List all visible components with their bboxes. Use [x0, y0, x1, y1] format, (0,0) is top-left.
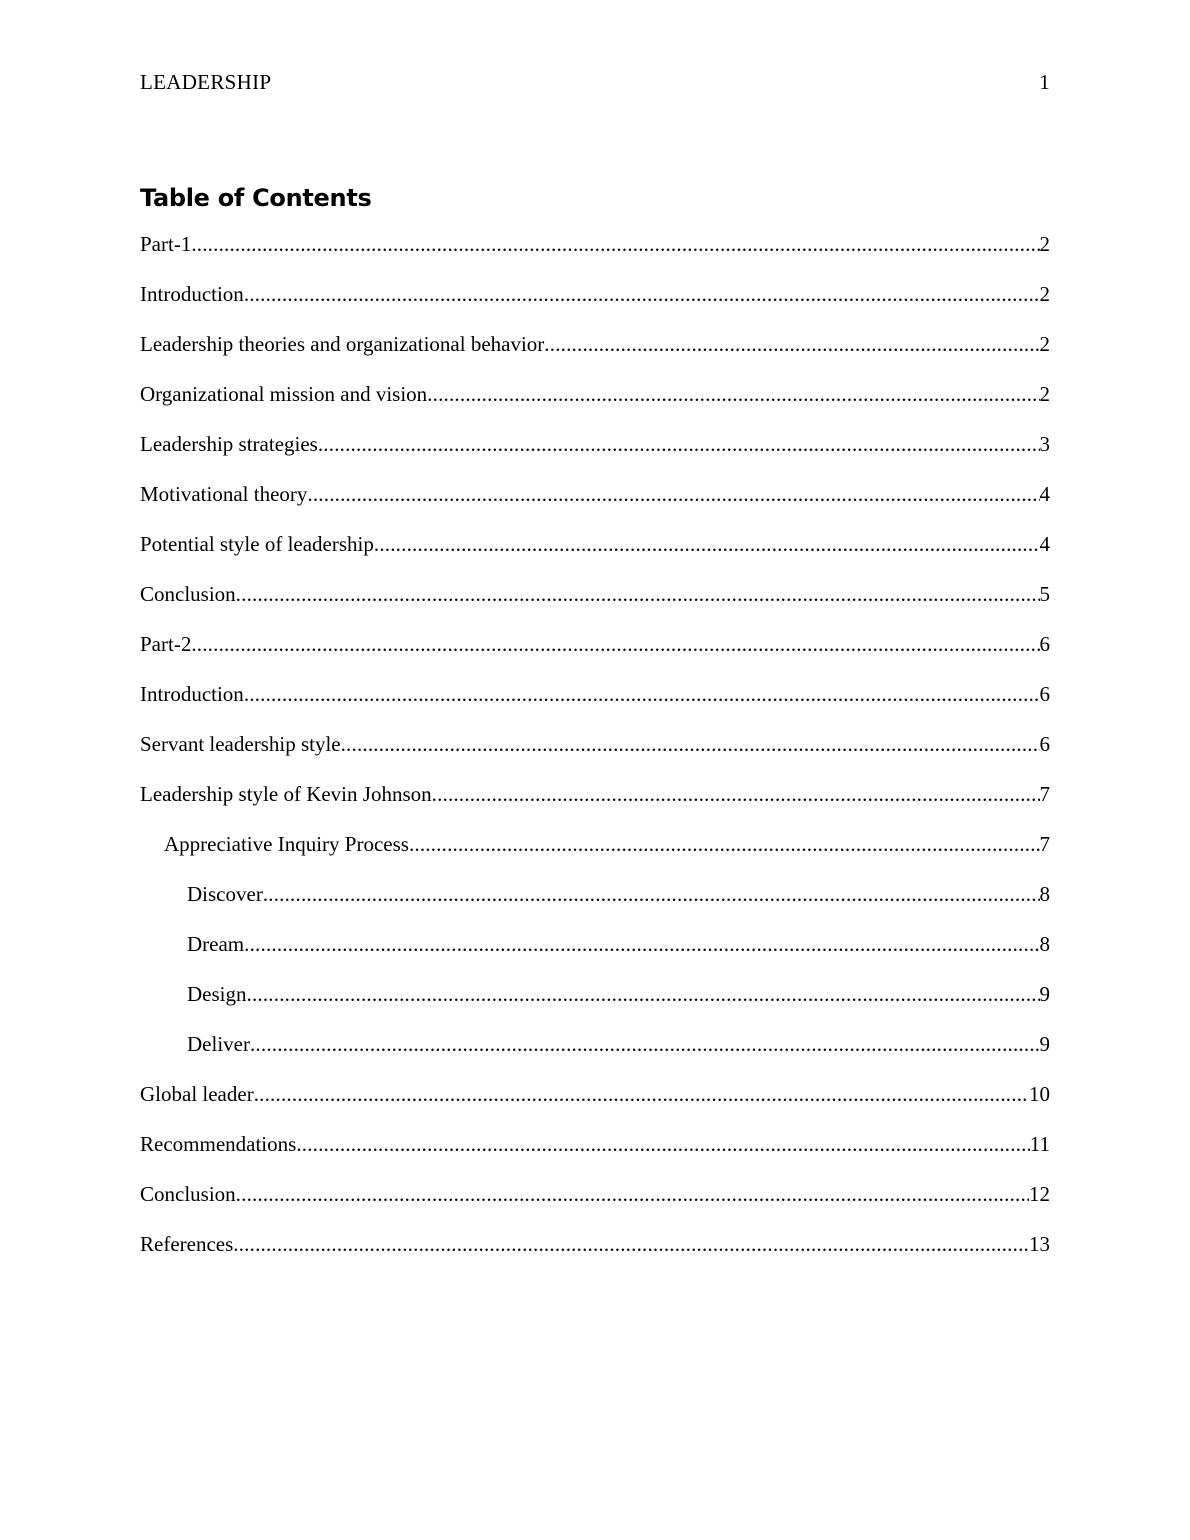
- toc-entry-label[interactable]: Design: [187, 982, 247, 1006]
- toc-dot-leader: [191, 632, 1039, 657]
- toc-entry-label[interactable]: Recommendations: [140, 1132, 297, 1156]
- toc-entry-label[interactable]: Appreciative Inquiry Process: [164, 832, 409, 856]
- toc-title: Table of Contents: [140, 184, 372, 212]
- running-title: LEADERSHIP: [140, 70, 272, 94]
- toc-entry-label[interactable]: Discover: [187, 882, 263, 906]
- toc-entry-label[interactable]: Introduction: [140, 682, 244, 706]
- toc-entry-page-number[interactable]: 7: [1039, 832, 1050, 856]
- toc-entry-page-number[interactable]: 12: [1029, 1182, 1050, 1206]
- toc-entry[interactable]: [140, 282, 1050, 332]
- toc-entry[interactable]: [140, 1232, 1050, 1282]
- toc-entry-page-number[interactable]: 2: [1039, 382, 1050, 406]
- toc-entry-label[interactable]: Part-2: [140, 632, 192, 656]
- toc-entry[interactable]: [140, 932, 1050, 982]
- toc-entry[interactable]: [140, 232, 1050, 282]
- toc-entry[interactable]: [140, 632, 1050, 682]
- toc-entry-label[interactable]: Global leader: [140, 1082, 254, 1106]
- toc-dot-leader: [318, 432, 1040, 457]
- toc-dot-leader: [247, 982, 1040, 1007]
- toc-entry-page-number[interactable]: 6: [1039, 732, 1050, 756]
- toc-entry-label[interactable]: Deliver: [187, 1032, 250, 1056]
- toc-entry[interactable]: [140, 782, 1050, 832]
- toc-entry-page-number[interactable]: 8: [1039, 882, 1050, 906]
- toc-entry-page-number[interactable]: 9: [1039, 982, 1050, 1006]
- toc-entry[interactable]: [140, 1032, 1050, 1082]
- toc-entry-label[interactable]: Introduction: [140, 282, 244, 306]
- toc-entry[interactable]: [140, 532, 1050, 582]
- toc-dot-leader: [191, 232, 1039, 257]
- toc-dot-leader: [254, 1082, 1029, 1107]
- toc-entry-label[interactable]: Leadership style of Kevin Johnson: [140, 782, 432, 806]
- toc-dot-leader: [296, 1132, 1029, 1157]
- toc-dot-leader: [233, 1232, 1029, 1257]
- table-of-contents: [140, 232, 1050, 1282]
- toc-entry-label[interactable]: Leadership theories and organizational behavior: [140, 332, 545, 356]
- toc-entry[interactable]: [140, 882, 1050, 932]
- toc-entry[interactable]: [140, 382, 1050, 432]
- toc-entry-page-number[interactable]: 2: [1039, 282, 1050, 306]
- toc-entry-page-number[interactable]: 2: [1039, 232, 1050, 256]
- toc-entry-page-number[interactable]: 10: [1029, 1082, 1050, 1106]
- toc-entry-page-number[interactable]: 2: [1039, 332, 1050, 356]
- toc-entry-label[interactable]: Organizational mission and vision: [140, 382, 428, 406]
- toc-dot-leader: [374, 532, 1040, 557]
- toc-entry-page-number[interactable]: 6: [1039, 632, 1050, 656]
- toc-entry-label[interactable]: Servant leadership style: [140, 732, 341, 756]
- toc-entry-page-number[interactable]: 5: [1039, 582, 1050, 606]
- toc-entry[interactable]: [140, 832, 1050, 882]
- toc-entry-page-number[interactable]: 7: [1039, 782, 1050, 806]
- toc-dot-leader: [432, 782, 1040, 807]
- toc-entry-page-number[interactable]: 8: [1039, 932, 1050, 956]
- page-header: [140, 70, 1050, 98]
- toc-dot-leader: [307, 482, 1039, 507]
- toc-entry[interactable]: [140, 682, 1050, 732]
- toc-entry-label[interactable]: Conclusion: [140, 582, 236, 606]
- toc-entry-label[interactable]: Potential style of leadership: [140, 532, 374, 556]
- toc-dot-leader: [263, 882, 1040, 907]
- toc-entry[interactable]: [140, 1082, 1050, 1132]
- toc-dot-leader: [236, 1182, 1029, 1207]
- toc-entry-label[interactable]: References: [140, 1232, 234, 1256]
- toc-dot-leader: [236, 582, 1040, 607]
- toc-entry-page-number[interactable]: 9: [1039, 1032, 1050, 1056]
- toc-entry-page-number[interactable]: 4: [1039, 532, 1050, 556]
- toc-dot-leader: [409, 832, 1040, 857]
- toc-entry-page-number[interactable]: 13: [1029, 1232, 1050, 1256]
- toc-entry[interactable]: [140, 1182, 1050, 1232]
- toc-entry[interactable]: [140, 1132, 1050, 1182]
- toc-entry-label[interactable]: Dream: [187, 932, 245, 956]
- toc-entry-label[interactable]: Leadership strategies: [140, 432, 318, 456]
- toc-entry-label[interactable]: Motivational theory: [140, 482, 308, 506]
- toc-entry[interactable]: [140, 732, 1050, 782]
- toc-entry-page-number[interactable]: 3: [1039, 432, 1050, 456]
- toc-dot-leader: [244, 932, 1039, 957]
- toc-entry[interactable]: [140, 482, 1050, 532]
- toc-entry[interactable]: [140, 332, 1050, 382]
- toc-entry-label[interactable]: Conclusion: [140, 1182, 236, 1206]
- toc-dot-leader: [544, 332, 1039, 357]
- toc-entry[interactable]: [140, 432, 1050, 482]
- toc-entry-page-number[interactable]: 6: [1039, 682, 1050, 706]
- toc-entry[interactable]: [140, 582, 1050, 632]
- toc-dot-leader: [341, 732, 1040, 757]
- toc-dot-leader: [244, 282, 1040, 307]
- toc-dot-leader: [427, 382, 1039, 407]
- toc-entry-label[interactable]: Part-1: [140, 232, 192, 256]
- toc-entry-page-number[interactable]: 4: [1039, 482, 1050, 506]
- toc-entry-page-number[interactable]: 11: [1029, 1132, 1050, 1156]
- page-number: 1: [1039, 70, 1050, 94]
- toc-entry[interactable]: [140, 982, 1050, 1032]
- toc-dot-leader: [250, 1032, 1040, 1057]
- toc-dot-leader: [244, 682, 1040, 707]
